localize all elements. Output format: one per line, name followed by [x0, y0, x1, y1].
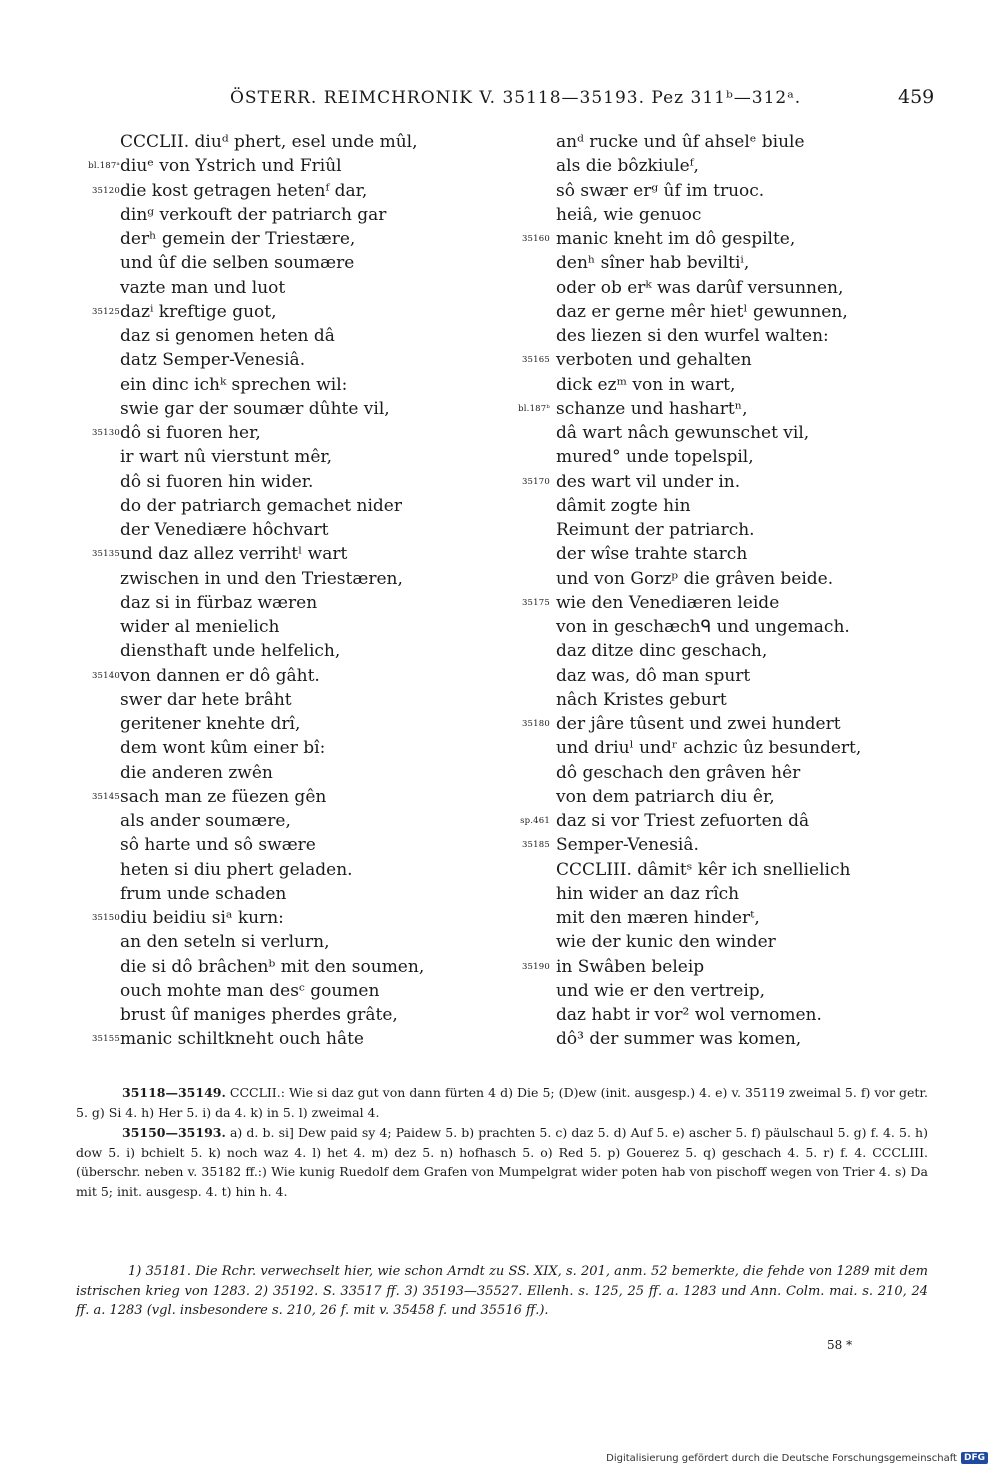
verse-line: [70, 300, 510, 324]
verse-text: manic kneht im dô gespilte,: [556, 229, 796, 249]
verse-text: CCCLII. diuᵈ phert, esel unde mûl,: [120, 132, 418, 152]
verse-text: hin wider an daz rîch: [556, 883, 740, 904]
verse-line: [510, 251, 950, 275]
verse-text: diuᵉ von Ystrich und Friûl: [120, 156, 342, 177]
verse-text: daz si genomen heten dâ: [120, 326, 335, 346]
verse-text: von dem patriarch diu êr,: [556, 786, 775, 807]
verse-text: verboten und gehalten: [556, 350, 752, 371]
verse-text: wie der kunic den winder: [556, 932, 776, 953]
apparatus-notes: a) d. b. si] Dew paid sy 4; Paidew 5. b) prachten 5. c) daz 5. d) Auf 5. e) ascher 5. f) päulschaul 5. g) f. 4. 5. h) dow 5. i) bchielt 5. k) noch waz 4. l) het 4. m) dez 5. n) hofhasch 5. o) Red 5. p) Gouerez 5. q) geschach 4. 5. r) f. 4. CCCLIII. (überschr. neben v. 35182 ff.:) Wie kunig Ruedolf dem Grafen von Mumpelgrat wider poten hab von pischoff wegen von Trier 4. s) Da mit 5; init. ausgesp. 4. t) hin h. 4.: [76, 1125, 928, 1199]
verse-text: ouch mohte man desᶜ goumen: [120, 980, 380, 1001]
verse-text: daz ditze dinc geschach,: [556, 641, 768, 662]
verse-line: [510, 833, 950, 857]
verse-line: [70, 1027, 510, 1051]
apparatus-range: 35150—35193.: [122, 1125, 226, 1140]
verse-text: des wart vil under in.: [556, 471, 741, 492]
verse-text: und von Gorzᵖ die grâven beide.: [556, 568, 834, 589]
verse-line: [510, 639, 950, 663]
verse-line: [510, 445, 950, 469]
line-number: bl.187ᵇ: [518, 403, 550, 414]
apparatus-range: 35118—35149.: [122, 1085, 226, 1100]
verse-text: mured° unde topelspil,: [556, 447, 754, 468]
verse-text: sô harte und sô swære: [120, 835, 316, 856]
line-number: 35185: [521, 840, 550, 851]
verse-line: [510, 179, 950, 203]
line-number: 35150: [91, 913, 120, 923]
verse-text: vazte man und luot: [120, 277, 286, 298]
verse-text: wider al menielich: [120, 617, 280, 637]
verse-line: [70, 154, 510, 178]
line-number: bl.187ᵃ: [88, 161, 120, 172]
verse-text: dâmit zogte hin: [556, 495, 691, 516]
verse-text: geritener knehte drî,: [120, 714, 301, 734]
dfg-notice: [606, 1452, 988, 1464]
verse-line: [510, 736, 950, 760]
verse-line: [70, 324, 510, 348]
line-number: 35125: [91, 306, 120, 317]
verse-text: wie den Venediæren leide: [556, 592, 780, 613]
verse-text: der wîse trahte starch: [556, 544, 748, 565]
verse-text: heten si diu phert geladen.: [120, 859, 353, 880]
verse-line: [510, 930, 950, 954]
verse-text: brust ûf maniges pherdes grâte,: [120, 1005, 398, 1025]
verse-line: [510, 858, 950, 882]
footnotes: [76, 1262, 928, 1321]
line-number: 35140: [91, 670, 120, 681]
verse-text: dinᵍ verkouft der patriarch gar: [120, 204, 387, 225]
verse-text: die si dô brâchenᵇ mit den soumen,: [120, 956, 425, 977]
verse-line: [70, 470, 510, 494]
verse-line: [70, 664, 510, 688]
verse-line: [70, 397, 510, 421]
line-number: 35120: [91, 185, 120, 196]
verse-line: [70, 227, 510, 251]
verse-line: [70, 494, 510, 518]
verse-text: CCCLIII. dâmitˢ kêr ich snellielich: [556, 859, 851, 880]
verse-line: [510, 130, 950, 154]
verse-line: [510, 591, 950, 615]
line-number: 35155: [91, 1034, 120, 1045]
verse-line: [70, 591, 510, 615]
verse-text: diu beidiu siᵃ kurn:: [120, 908, 284, 928]
verse-text: dazⁱ kreftige guot,: [120, 301, 277, 322]
apparatus-block-2: [76, 1123, 928, 1201]
verse-text: sô swær erᵍ ûf im truoc.: [556, 180, 765, 201]
verse-line: [510, 300, 950, 324]
line-number: 35130: [91, 428, 120, 438]
verse-text: frum unde schaden: [120, 883, 287, 904]
verse-text: dô si fuoren hin wider.: [120, 471, 314, 492]
verse-line: [70, 955, 510, 979]
verse-line: [70, 930, 510, 954]
verse-line: [70, 712, 510, 736]
verse-line: [70, 421, 510, 445]
verse-text: dô³ der summer was komen,: [556, 1029, 802, 1050]
verse-line: [70, 736, 510, 760]
verse-text: dem wont kûm einer bî:: [120, 738, 326, 759]
verse-line: [510, 373, 950, 397]
dfg-notice-text: Digitalisierung gefördert durch die Deutsche Forschungsgemeinschaft: [606, 1452, 957, 1464]
verse-line: [510, 906, 950, 930]
verse-text: dô geschach den grâven hêr: [556, 762, 801, 783]
verse-text: an den seteln si verlurn,: [120, 932, 330, 953]
verse-line: [510, 955, 950, 979]
verse-line: [510, 1027, 950, 1051]
verse-text: swer dar hete brâht: [120, 689, 292, 710]
verse-text: denʰ sîner hab beviltiⁱ,: [556, 253, 750, 274]
line-number: 35145: [91, 791, 120, 802]
verse-line: [70, 785, 510, 809]
verse-text: do der patriarch gemachet nider: [120, 495, 402, 516]
verse-line: [70, 518, 510, 542]
verse-text: in Swâben beleip: [556, 956, 705, 977]
verse-line: [510, 809, 950, 833]
verse-line: [510, 882, 950, 906]
apparatus-notes: CCCLII.: Wie si daz gut von dann fürten 4 d) Die 5; (D)ew (init. ausgesp.) 4. e) v. 35119 zweimal 5. f) vor getr. 5. g) Si 4. h) Her 5. i) da 4. k) in 5. l) zweimal 4.: [76, 1085, 928, 1120]
verse-text: diensthaft unde helfelich,: [120, 641, 341, 662]
verse-line: [70, 203, 510, 227]
verse-text: und wie er den vertreip,: [556, 980, 766, 1001]
verse-line: [510, 421, 950, 445]
verse-line: [510, 785, 950, 809]
verse-line: [70, 882, 510, 906]
line-number: sp.461: [520, 816, 550, 826]
verse-line: [70, 251, 510, 275]
line-number: 35160: [521, 234, 550, 244]
verse-line: [70, 761, 510, 785]
verse-text: die kost getragen hetenᶠ dar,: [120, 180, 368, 201]
right-verse-column: [510, 130, 950, 1052]
verse-line: [70, 445, 510, 469]
verse-line: [510, 324, 950, 348]
verse-line: [70, 809, 510, 833]
running-header: [0, 88, 1000, 114]
verse-line: [510, 979, 950, 1003]
verse-line: [510, 470, 950, 494]
verse-text: des liezen si den wurfel walten:: [556, 326, 829, 346]
page-number: 459: [898, 86, 935, 108]
verse-text: von in geschæchᑫ und ungemach.: [556, 617, 850, 637]
verse-line: [510, 348, 950, 372]
verse-text: datz Semper-Venesiâ.: [120, 350, 306, 371]
verse-line: [510, 567, 950, 591]
verse-text: anᵈ rucke und ûf ahselᵉ biule: [556, 132, 805, 152]
verse-text: dâ wart nâch gewunschet vil,: [556, 423, 810, 443]
verse-line: [70, 906, 510, 930]
verse-line: [510, 203, 950, 227]
verse-line: [510, 276, 950, 300]
verse-line: [70, 979, 510, 1003]
signature-mark: 58 *: [827, 1338, 853, 1352]
verse-text: derʰ gemein der Triestære,: [120, 229, 356, 249]
verse-line: [510, 542, 950, 566]
verse-line: [510, 154, 950, 178]
verse-line: [70, 567, 510, 591]
verse-text: ir wart nû vierstunt mêr,: [120, 447, 333, 468]
verse-text: ein dinc ichᵏ sprechen wil:: [120, 374, 348, 395]
verse-text: daz was, dô man spurt: [556, 665, 751, 686]
verse-line: [510, 688, 950, 712]
verse-text: die anderen zwên: [120, 762, 273, 783]
line-number: 35135: [91, 549, 120, 560]
running-title: ÖSTERR. REIMCHRONIK V. 35118—35193. Pez 311ᵇ—312ᵃ.: [230, 88, 802, 108]
verse-text: Semper-Venesiâ.: [556, 835, 699, 856]
apparatus-block-1: [76, 1083, 928, 1122]
line-number: 35170: [521, 476, 550, 487]
left-verse-column: [70, 130, 510, 1052]
verse-text: der Venediære hôchvart: [120, 520, 329, 540]
verse-line: [510, 712, 950, 736]
verse-text: dô si fuoren her,: [120, 423, 261, 443]
verse-line: [70, 179, 510, 203]
verse-text: Reimunt der patriarch.: [556, 520, 755, 540]
verse-line: [70, 276, 510, 300]
verse-line: [70, 130, 510, 154]
verse-text: der jâre tûsent und zwei hundert: [556, 714, 841, 734]
verse-line: [70, 373, 510, 397]
verse-text: manic schiltkneht ouch hâte: [120, 1029, 364, 1050]
verse-text: mit den mæren hinderᵗ,: [556, 908, 760, 928]
verse-text: nâch Kristes geburt: [556, 689, 727, 710]
dfg-logo: DFG: [961, 1452, 988, 1464]
line-number: 35165: [521, 355, 550, 366]
verse-text: dick ezᵐ von in wart,: [556, 374, 736, 395]
verse-line: [510, 518, 950, 542]
verse-text: daz er gerne mêr hietˡ gewunnen,: [556, 301, 848, 322]
verse-line: [510, 761, 950, 785]
verse-line: [70, 858, 510, 882]
verse-line: [70, 615, 510, 639]
line-number: 35180: [521, 719, 550, 729]
critical-apparatus: [76, 1083, 928, 1202]
verse-text: als ander soumære,: [120, 811, 291, 831]
verse-line: [510, 397, 950, 421]
verse-text: und driuˡ undʳ achzic ûz besundert,: [556, 738, 862, 759]
line-number: 35190: [521, 961, 550, 972]
verse-line: [510, 615, 950, 639]
verse-text: von dannen er dô gâht.: [120, 665, 320, 686]
verse-line: [70, 348, 510, 372]
verse-text: oder ob erᵏ was darûf versunnen,: [556, 277, 844, 298]
verse-text: schanze und hashartⁿ,: [556, 398, 748, 419]
verse-line: [70, 542, 510, 566]
verse-text: als die bôzkiuleᶠ,: [556, 156, 699, 177]
verse-line: [510, 227, 950, 251]
verse-text: und ûf die selben soumære: [120, 253, 355, 274]
verse-text: zwischen in und den Triestæren,: [120, 568, 403, 589]
verse-text: und daz allez verrihtˡ wart: [120, 544, 348, 565]
verse-text: daz habt ir vor² wol vernomen.: [556, 1005, 822, 1025]
verse-text: daz si in fürbaz wæren: [120, 592, 318, 613]
verse-text: sach man ze füezen gên: [120, 786, 327, 807]
verse-text: heiâ, wie genuoc: [556, 204, 702, 225]
verse-line: [70, 1003, 510, 1027]
verse-line: [70, 833, 510, 857]
verse-line: [510, 494, 950, 518]
verse-line: [70, 639, 510, 663]
verse-text: daz si vor Triest zefuorten dâ: [556, 811, 810, 831]
footnote-text: 1) 35181. Die Rchr. verwechselt hier, wie schon Arndt zu SS. XIX, s. 201, anm. 52 bemerkte, die fehde von 1289 mit dem istrischen krieg von 1283. 2) 35192. S. 33517 ff. 3) 35193—35527. Ellenh. s. 125, 25 ff. a. 1283 und Ann. Colm. mai. s. 210, 24 ff. a. 1283 (vgl. insbesondere s. 210, 26 f. mit v. 35458 f. und 35516 ff.).: [76, 1264, 928, 1318]
line-number: 35175: [521, 597, 550, 608]
verse-line: [510, 1003, 950, 1027]
verse-line: [70, 688, 510, 712]
verse-text: swie gar der soumær dûhte vil,: [120, 398, 390, 419]
verse-line: [510, 664, 950, 688]
